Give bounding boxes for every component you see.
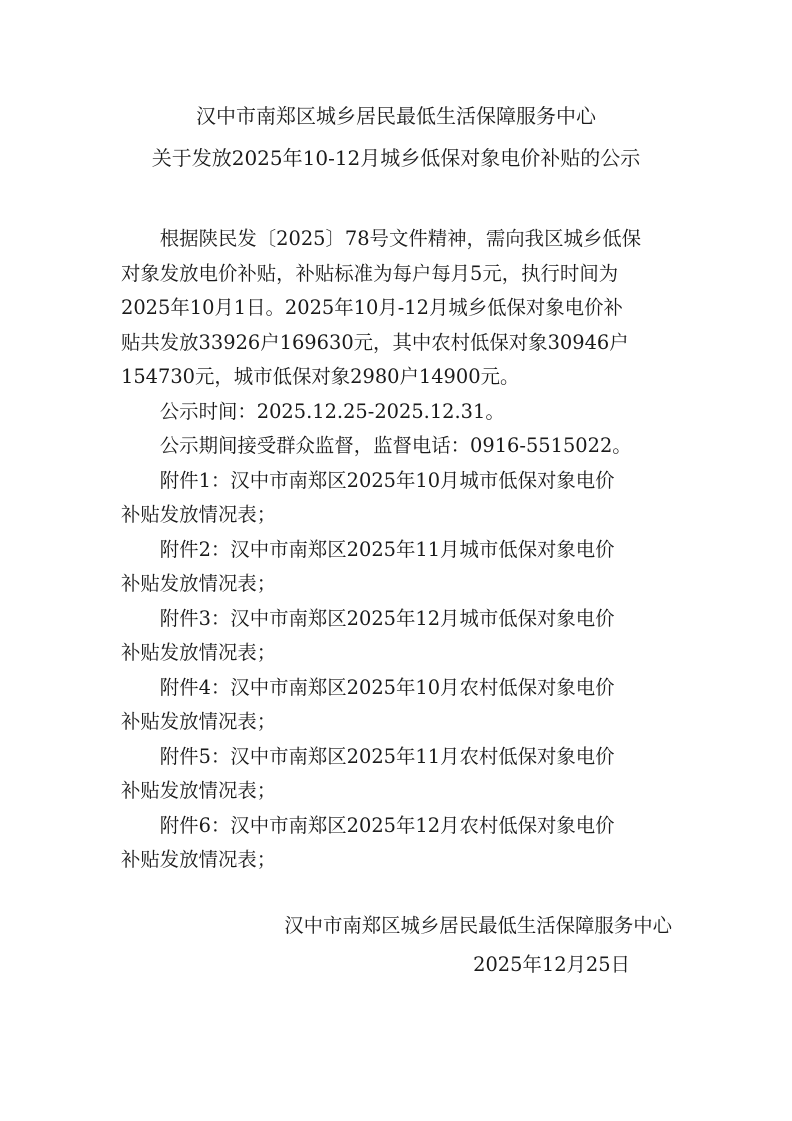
attachment-6-line-1: 附件6：汉中市南郑区2025年12月农村低保对象电价 (159, 813, 615, 837)
document-title-line-2: 关于发放2025年10-12月城乡低保对象电价补贴的公示 (151, 146, 641, 170)
body-line: 2025年10月1日。2025年10月-12月城乡低保对象电价补 (121, 296, 623, 319)
issue-date: 2025年12月25日 (473, 953, 630, 976)
attachment-3-line-1: 附件3：汉中市南郑区2025年12月城市低保对象电价 (159, 606, 615, 630)
supervision-phone: 公示期间接受群众监督，监督电话：0916-5515022。 (159, 434, 632, 457)
attachment-1-line-2: 补贴发放情况表； (121, 503, 277, 526)
attachment-6-line-2: 补贴发放情况表； (121, 848, 277, 871)
body-line: 对象发放电价补贴，补贴标准为每户每月5元，执行时间为 (121, 261, 619, 285)
body-line: 根据陕民发〔2025〕78号文件精神，需向我区城乡低保 (159, 227, 642, 250)
attachment-2-line-2: 补贴发放情况表； (121, 572, 277, 595)
attachment-5-line-1: 附件5：汉中市南郑区2025年11月农村低保对象电价 (159, 744, 615, 768)
attachment-3-line-2: 补贴发放情况表； (121, 641, 277, 664)
document-title-line-1: 汉中市南郑区城乡居民最低生活保障服务中心 (196, 104, 596, 128)
attachment-4-line-1: 附件4：汉中市南郑区2025年10月农村低保对象电价 (159, 675, 615, 699)
issuer-signature: 汉中市南郑区城乡居民最低生活保障服务中心 (284, 914, 672, 937)
attachment-1-line-1: 附件1：汉中市南郑区2025年10月城市低保对象电价 (159, 468, 615, 492)
attachment-4-line-2: 补贴发放情况表； (121, 710, 277, 733)
attachment-5-line-2: 补贴发放情况表； (121, 779, 277, 802)
body-line: 154730元，城市低保对象2980户14900元。 (121, 365, 520, 388)
document-body (121, 222, 674, 878)
body-line: 贴共发放33926户169630元，其中农村低保对象30946户 (121, 330, 629, 354)
publicity-period: 公示时间：2025.12.25-2025.12.31。 (159, 399, 505, 423)
attachment-2-line-1: 附件2：汉中市南郑区2025年11月城市低保对象电价 (159, 537, 615, 561)
